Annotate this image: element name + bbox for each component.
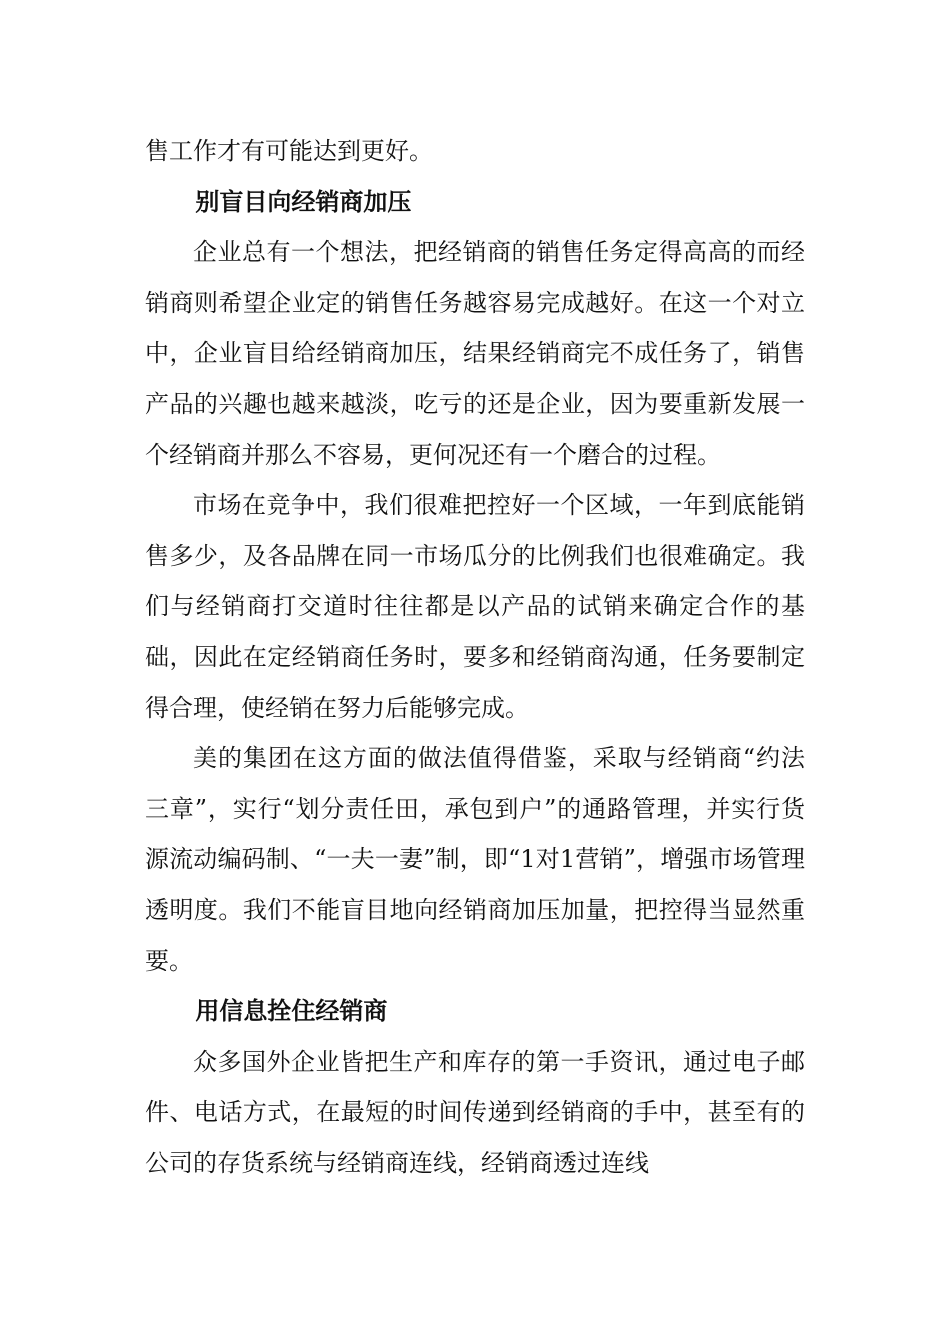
body-paragraph: 市场在竞争中，我们很难把控好一个区域，一年到底能销售多少，及各品牌在同一市场瓜分的比例我们也很难确定。我们与经销商打交道时往往都是以产品的试销来确定合作的基础，因此在定经销商任务时，要多和经销商沟通，任务要制定得合理，使经销在努力后能够完成。 [145,491,805,722]
body-paragraph: 美的集团在这方面的做法值得借鉴，采取与经销商“约法三章”，实行“划分责任田，承包到户”的通路管理，并实行货源流动编码制、“一夫一妻”制，即“1对1营销”，增强市场管理透明度。我们不能盲目地向经销商加压加量，把控得当显然重要。 [145,744,805,975]
continuation-paragraph: 售工作才有可能达到更好。 [145,137,433,165]
body-paragraph: 企业总有一个想法，把经销商的销售任务定得高高的而经销商则希望企业定的销售任务越容易完成越好。在这一个对立中，企业盲目给经销商加压，结果经销商完不成任务了，销售产品的兴趣也越来越淡，吃亏的还是企业，因为要重新发展一个经销商并那么不容易，更何况还有一个磨合的过程。 [145,238,805,469]
document-body [145,126,805,1188]
section-heading-pressure: 别盲目向经销商加压 [195,187,412,216]
body-paragraph: 众多国外企业皆把生产和库存的第一手资讯，通过电子邮件、电话方式，在最短的时间传递到经销商的手中，甚至有的公司的存货系统与经销商连线，经销商透过连线 [145,1047,805,1177]
section-heading-information: 用信息拴住经销商 [195,997,388,1026]
